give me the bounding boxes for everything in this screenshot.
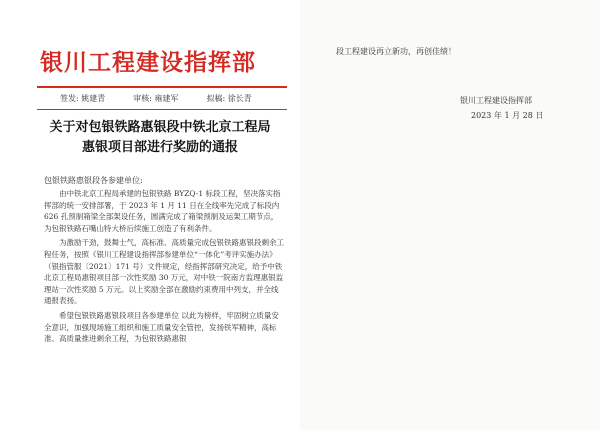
signers-rule bbox=[37, 109, 287, 110]
body-paragraph-1: 由中铁北京工程局承建的包银铁路 BYZQ-1 标段工程，坚决落实指挥部的统一安排部署，于 2023 年 1 月 11 日在全线率先完成了标段内 626 孔预制箱梁全部架设任务，圆满完成了箱梁预制及运架工期节点，为包银铁路石嘴山特大桥后续施工创造了有利条件。 bbox=[44, 189, 281, 233]
masthead-title: 银川工程建设指挥部 bbox=[40, 49, 256, 76]
notice-title-line2: 惠银项目部进行奖励的通报 bbox=[81, 140, 238, 155]
notice-title bbox=[30, 118, 290, 158]
signers-row bbox=[60, 93, 290, 104]
body-paragraph-2: 为激励干劲，鼓舞士气，高标准、高质量完成包银铁路惠银段剩余工程任务，按照《银川工程建设指挥部参建单位“一体化”考评实施办法》（银指管服〔2021〕171 号）文件规定，经指挥部研究决定，给予中铁北京工程局惠银项目部一次性奖励 30 万元，对中铁一院南方监理惠银监理站一次性奖励 5 万元。以上奖励全部在激励约束费用中列支，并全线通报表扬。 bbox=[44, 238, 284, 306]
body-paragraph-3: 希望包银铁路惠银段项目各参建单位 以此为榜样，牢固树立质量安全意识，加强现场施工组织和施工质量安全管控，发扬铁军精神，高标准、高质量推进剩余工程，为包银铁路惠银 bbox=[44, 310, 279, 344]
right-tagline: 段工程建设再立新功，再创佳绩！ bbox=[336, 47, 456, 56]
addressee: 包银铁路惠银段各参建单位: bbox=[44, 176, 143, 185]
right-page bbox=[300, 0, 600, 430]
reviewer-signer: 审核: 雍建军 bbox=[133, 94, 179, 103]
drafter-signer: 拟稿: 徐长青 bbox=[206, 94, 252, 103]
issuer-signer: 签发: 姚建青 bbox=[60, 94, 106, 103]
right-date: 2023 年 1 月 28 日 bbox=[471, 111, 544, 120]
masthead-rule bbox=[37, 86, 287, 88]
notice-title-line1: 关于对包银铁路惠银段中铁北京工程局 bbox=[49, 120, 271, 135]
right-issuer: 银川工程建设指挥部 bbox=[460, 96, 532, 105]
notice-body bbox=[44, 188, 284, 348]
